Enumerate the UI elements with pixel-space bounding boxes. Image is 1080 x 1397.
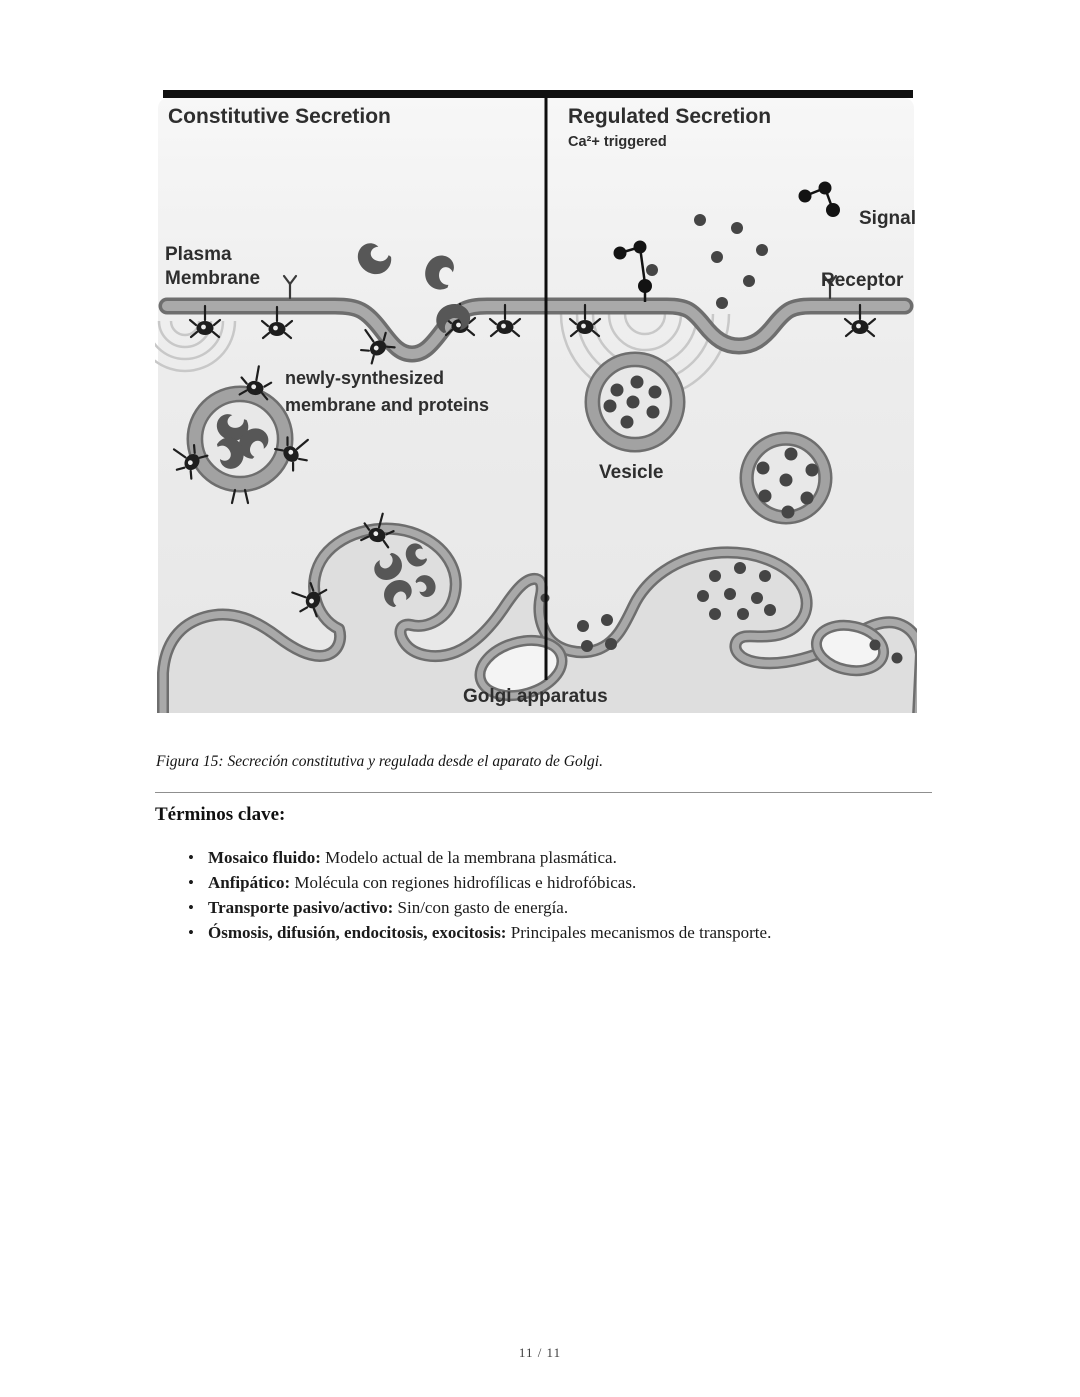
label-golgi-apparatus: Golgi apparatus bbox=[463, 686, 608, 707]
key-term-label: Mosaico fluido: bbox=[208, 848, 321, 867]
label-newly-synthesized: newly-synthesized bbox=[285, 368, 445, 388]
panel-title-constitutive: Constitutive Secretion bbox=[168, 105, 391, 128]
key-term-label: Transporte pasivo/activo: bbox=[208, 898, 394, 917]
key-term-definition: Molécula con regiones hidrofílicas e hidrofóbicas. bbox=[294, 873, 637, 892]
label-membrane: Membrane bbox=[165, 268, 261, 289]
panel-title-regulated: Regulated Secretion bbox=[568, 105, 772, 128]
page-number: 11 / 11 bbox=[518, 1345, 562, 1360]
label-receptor: Receptor bbox=[821, 270, 904, 291]
figure-15-secretion-diagram bbox=[155, 88, 917, 713]
key-term-definition: Modelo actual de la membrana plasmática. bbox=[325, 848, 617, 867]
section-divider bbox=[155, 792, 932, 793]
secretion-diagram-image bbox=[155, 88, 917, 713]
key-term-definition: Sin/con gasto de energía. bbox=[397, 898, 569, 917]
label-plasma: Plasma bbox=[165, 244, 232, 265]
figure-top-bar bbox=[163, 90, 913, 98]
figure-caption: Figura 15: Secreción constitutiva y regulada desde el aparato de Golgi. bbox=[156, 753, 603, 770]
key-term-label: Ósmosis, difusión, endocitosis, exocitosis: bbox=[208, 923, 507, 942]
key-term-item bbox=[155, 845, 955, 870]
regulated-vesicle-lower bbox=[741, 433, 831, 523]
panel-subtitle-ca-triggered: Ca²+ triggered bbox=[568, 134, 667, 150]
key-term-item bbox=[155, 870, 955, 895]
key-term-item bbox=[155, 895, 955, 920]
label-membrane-and-proteins: membrane and proteins bbox=[285, 395, 490, 415]
key-terms-heading: Términos clave: bbox=[155, 804, 286, 825]
label-vesicle: Vesicle bbox=[599, 462, 664, 483]
label-signal: Signal bbox=[859, 208, 917, 229]
key-term-definition: Principales mecanismos de transporte. bbox=[510, 923, 772, 942]
key-terms-list bbox=[155, 845, 955, 945]
regulated-vesicle-upper bbox=[586, 353, 684, 451]
key-term-label: Anfipático: bbox=[208, 873, 291, 892]
key-term-item bbox=[155, 920, 955, 945]
